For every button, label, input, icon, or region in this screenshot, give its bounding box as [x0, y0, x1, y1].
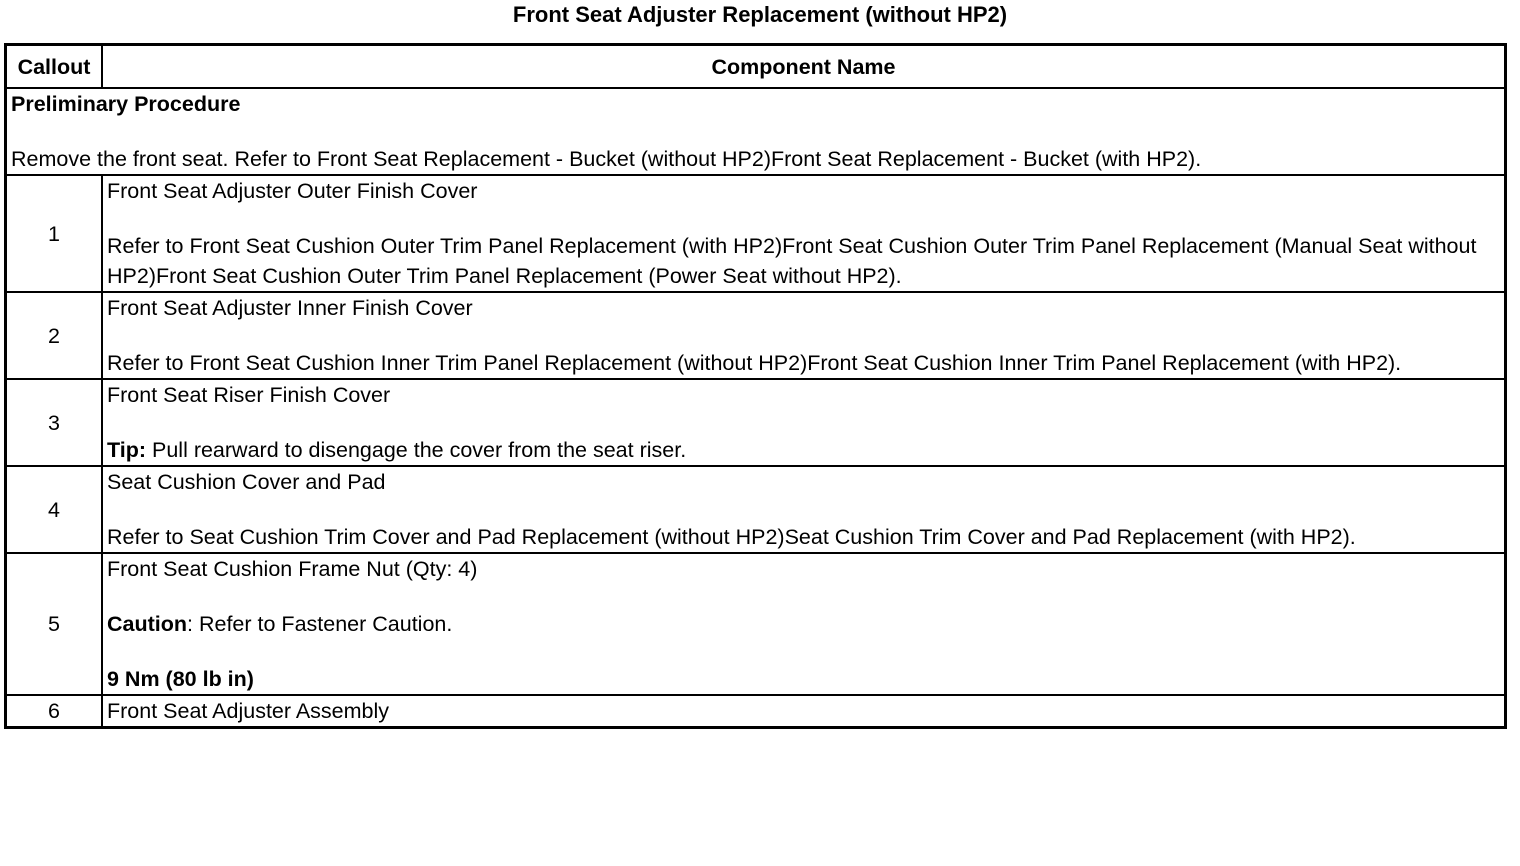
preliminary-row: [6, 88, 1506, 175]
component-note: Refer to Seat Cushion Trim Cover and Pad Replacement (without HP2)Seat Cushion Trim Cover and Pad Replacement (with HP2).: [107, 525, 1356, 549]
component-name: Front Seat Adjuster Outer Finish Cover: [107, 179, 478, 203]
procedure-table: [4, 43, 1507, 729]
table-row: [6, 695, 1506, 728]
component-name: Front Seat Cushion Frame Nut (Qty: 4): [107, 557, 478, 581]
component-cell: [102, 695, 1506, 728]
callout-number: 5: [6, 553, 103, 695]
torque-spec: 9 Nm (80 lb in): [107, 667, 254, 691]
component-name: Front Seat Adjuster Inner Finish Cover: [107, 296, 473, 320]
component-cell: [102, 553, 1506, 695]
component-name-column-header: Component Name: [102, 45, 1506, 89]
table-row: [6, 379, 1506, 466]
table-row: [6, 175, 1506, 292]
callout-number: 3: [6, 379, 103, 466]
preliminary-text: Remove the front seat. Refer to Front Seat Replacement - Bucket (without HP2)Front Seat Replacement - Bucket (with HP2).: [11, 147, 1202, 171]
table-row: [6, 466, 1506, 553]
caution-line: [107, 609, 1500, 639]
callout-column-header: Callout: [6, 45, 103, 89]
component-name: Front Seat Adjuster Assembly: [107, 699, 390, 723]
component-cell: [102, 175, 1506, 292]
caution-text: : Refer to Fastener Caution.: [187, 612, 453, 636]
component-note: Refer to Front Seat Cushion Inner Trim Panel Replacement (without HP2)Front Seat Cushion Inner Trim Panel Replacement (with HP2).: [107, 351, 1402, 375]
page-title: Front Seat Adjuster Replacement (without HP2): [512, 2, 1008, 27]
callout-number: 6: [6, 695, 103, 728]
preliminary-cell: [6, 88, 1506, 175]
tip-line: [107, 435, 1500, 465]
component-note: Refer to Front Seat Cushion Outer Trim Panel Replacement (with HP2)Front Seat Cushion Outer Trim Panel Replacement (Manual Seat without HP2)Front Seat Cushion Outer Trim Panel Replacement (Power Seat without HP2).: [107, 234, 1477, 288]
table-header-row: [6, 45, 1506, 89]
callout-number: 1: [6, 175, 103, 292]
preliminary-heading: Preliminary Procedure: [11, 92, 241, 116]
component-name: Seat Cushion Cover and Pad: [107, 470, 386, 494]
callout-number: 2: [6, 292, 103, 379]
caution-label: Caution: [107, 612, 188, 636]
table-row: [6, 292, 1506, 379]
component-cell: [102, 379, 1506, 466]
component-cell: [102, 292, 1506, 379]
table-row: [6, 553, 1506, 695]
component-cell: [102, 466, 1506, 553]
callout-number: 4: [6, 466, 103, 553]
tip-text: Pull rearward to disengage the cover from the seat riser.: [146, 438, 687, 462]
tip-label: Tip:: [107, 438, 147, 462]
component-name: Front Seat Riser Finish Cover: [107, 383, 391, 407]
